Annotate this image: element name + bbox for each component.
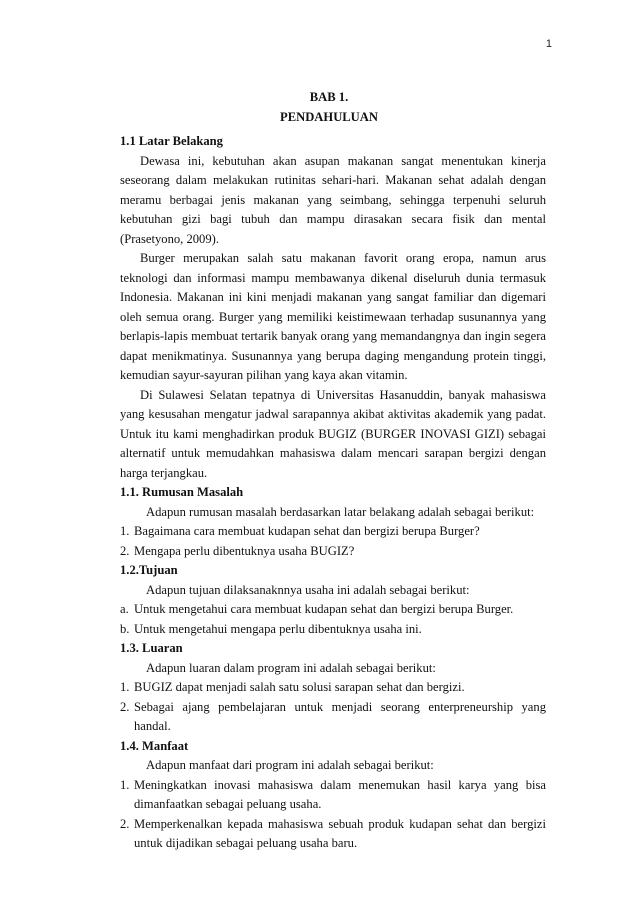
section-intro: Adapun manfaat dari program ini adalah sebagai berikut: <box>146 758 434 772</box>
list-marker: 1. <box>120 777 130 792</box>
list-marker: 2. <box>120 543 130 558</box>
list-marker: b. <box>120 621 130 636</box>
section-heading-luaran: 1.3. Luaran <box>120 641 183 655</box>
list-text: Mengapa perlu dibentuknya usaha BUGIZ? <box>134 543 355 558</box>
list-marker: a. <box>120 602 129 616</box>
list-text: Untuk mengetahui cara membuat kudapan sehat dan bergizi berupa Burger. <box>134 602 514 616</box>
page-number: 1 <box>545 38 552 50</box>
list-item <box>120 600 546 620</box>
list-text: BUGIZ dapat menjadi salah satu solusi sarapan sehat dan bergizi. <box>134 680 465 694</box>
list-text: Untuk mengetahui mengapa perlu dibentuknya usaha ini. <box>134 621 422 636</box>
document-body <box>120 132 546 854</box>
list-text: Meningkatkan inovasi mahasiswa dalam menemukan hasil karya yang bisa dimanfaatkan sebagai peluang usaha. <box>134 777 546 811</box>
section-heading-tujuan: 1.2.Tujuan <box>120 563 178 577</box>
list-item <box>120 542 546 562</box>
list-text: Sebagai ajang pembelajaran untuk menjadi seorang enterpreneurship yang handal. <box>134 699 546 733</box>
section-intro: Adapun tujuan dilaksanaknnya usaha ini adalah sebagai berikut: <box>146 582 470 597</box>
list-item <box>120 620 546 640</box>
list-item <box>120 522 546 542</box>
list-marker: 1. <box>120 524 130 538</box>
paragraph-1: Dewasa ini, kebutuhan akan asupan makanan sangat menentukan kinerja seseorang dalam melakukan rutinitas sehari-hari. Makanan sehat adalah dengan meramu berbagai jenis makanan yang seimbang, sehingga terpenuhi seluruh kebutuhan gizi bagi tubuh dan mampu dirasakan secara fisik dan mental (Prasetyono, 2009). <box>120 153 546 246</box>
list-text: Bagaimana cara membuat kudapan sehat dan bergizi berupa Burger? <box>134 524 480 538</box>
section-heading-rumusan-masalah: 1.1. Rumusan Masalah <box>120 485 244 499</box>
paragraph-3: Di Sulawesi Selatan tepatnya di Universitas Hasanuddin, banyak mahasiswa yang kesusahan mengatur jadwal sarapannya akibat aktivitas akademik yang padat. Untuk itu kami menghadirkan produk BUGIZ (BURGER INOVASI GIZI) sebagai alternatif untuk memudahkan mahasiswa dalam mencari sarapan bergizi dengan harga terjangkau. <box>120 387 546 480</box>
chapter-title: PENDAHULUAN <box>280 110 378 124</box>
list-marker: 1. <box>120 680 130 694</box>
list-item <box>120 776 546 815</box>
list-text: Memperkenalkan kepada mahasiswa sebuah produk kudapan sehat dan bergizi untuk dijadikan sebagai peluang usaha baru. <box>134 816 546 850</box>
list-marker: 2. <box>120 816 130 831</box>
list-marker: 2. <box>120 699 130 714</box>
section-intro: Adapun rumusan masalah berdasarkan latar belakang adalah sebagai berikut: <box>146 504 535 519</box>
list-item <box>120 815 546 854</box>
section-heading-manfaat: 1.4. Manfaat <box>120 738 189 753</box>
list-item <box>120 678 546 698</box>
section-heading-latar-belakang: 1.1 Latar Belakang <box>120 134 223 148</box>
section-intro: Adapun luaran dalam program ini adalah sebagai berikut: <box>146 660 436 675</box>
chapter-number: BAB 1. <box>309 90 349 104</box>
paragraph-2: Burger merupakan salah satu makanan favorit orang eropa, namun arus teknologi dan informasi mampu membawanya dikenal diseluruh dunia termasuk Indonesia. Makanan ini kini menjadi makanan yang sangat familiar dan digemari oleh semua orang. Burger yang memiliki keistimewaan terhadap susunannya yang berlapis-lapis membuat tertarik banyak orang yang memandangnya dan ingin segera dapat menikmatinya. Susunannya yang berupa daging mengandung protein tinggi, kemudian sayur-sayuran pilihan yang kaya akan vitamin. <box>120 251 546 382</box>
list-item <box>120 698 546 737</box>
